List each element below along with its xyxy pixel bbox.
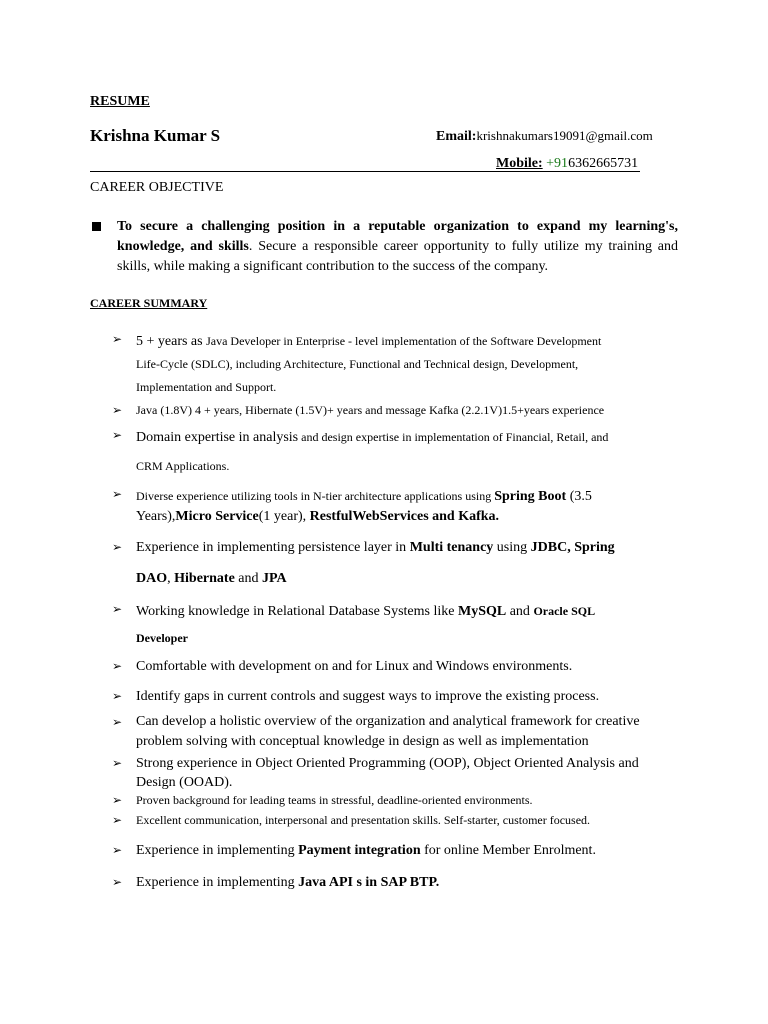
item-text: , [167,571,175,586]
email-line [436,128,653,145]
arrow-bullet-icon: ➢ [112,793,123,807]
item-bold-text: Developer [136,631,188,645]
item-bold-text: JDBC, Spring [530,540,615,555]
item-text: and design expertise in implementation of Financial, Retail, and [298,430,609,444]
item-bold-text: Oracle SQL [533,604,596,618]
item-text: using [493,540,531,555]
arrow-bullet-icon: ➢ [112,756,123,770]
arrow-bullet-icon: ➢ [112,332,123,346]
item-text: (1 year), [258,509,310,524]
mobile-value[interactable] [543,156,638,171]
item-text: Domain expertise in analysis [136,430,299,445]
item-text: Life-Cycle (SDLC), including Architecture, Functional and Technical design, Development, [136,357,579,371]
item-text: and [506,604,534,619]
summary-item [112,793,678,808]
item-text: Strong experience in Object Oriented Programming (OOP), Object Oriented Analysis and Design (OOAD). [136,756,639,790]
item-text: Proven background for leading teams in stressful, deadline-oriented environments. [136,793,533,807]
summary-item-continuation [112,509,678,525]
summary-item [112,843,678,859]
summary-item [112,875,678,891]
summary-item [112,689,678,705]
item-text: Experience in implementing [136,843,299,858]
email-value[interactable]: krishnakumars19091@gmail.com [476,128,653,143]
objective-bold-text: To secure a challenging position in a reputable organization to expand my learning's, knowledge, and skills [117,219,678,254]
objective-normal-text: . Secure a responsible career opportunity to fully utilize my training and skills, while making a significant contribution to the success of the company. [117,239,679,274]
summary-item-continuation [112,631,678,646]
arrow-bullet-icon: ➢ [112,602,123,616]
item-text: Java (1.8V) 4 + years, Hibernate (1.5V)+ years and message Kafka (2.2.1V)1.5+years experience [136,403,605,417]
summary-item [112,602,678,620]
arrow-bullet-icon: ➢ [112,843,123,857]
item-text: Implementation and Support. [136,380,277,394]
candidate-name: Krishna Kumar S [90,126,221,145]
item-text: Diverse experience utilizing tools in N-tier architecture applications using [136,489,495,503]
summary-item-continuation [112,357,678,372]
mobile-number: 6362665731 [568,156,639,171]
career-summary-heading: CAREER SUMMARY [90,296,208,310]
item-bold-text: Multi tenancy [409,540,494,555]
item-bold-text: RestfulWebServices and Kafka. [309,509,500,524]
item-text: (3.5 [566,489,592,504]
career-objective-paragraph [90,217,678,277]
summary-item [112,813,678,828]
mobile-line [496,156,638,172]
item-text: Identify gaps in current controls and suggest ways to improve the existing process. [136,689,600,704]
item-bold-text: Java API s in SAP BTP. [298,875,440,890]
summary-item [112,487,678,505]
arrow-bullet-icon: ➢ [112,875,123,889]
arrow-bullet-icon: ➢ [112,540,123,554]
item-text: Can develop a holistic overview of the organization and analytical framework for creative problem solving with conceptual knowledge in design as well as implementation [136,714,640,749]
item-bold-text: Payment integration [298,843,421,858]
item-text: CRM Applications. [136,459,230,473]
mobile-prefix: +91 [542,156,569,171]
square-bullet-icon [92,222,101,231]
item-text: for online Member Enrolment. [420,843,596,858]
arrow-bullet-icon: ➢ [112,487,123,501]
item-bold-text: JPA [262,571,287,586]
item-text: Experience in implementing [136,875,299,890]
summary-item-continuation [112,380,678,395]
arrow-bullet-icon: ➢ [112,689,123,703]
summary-item [112,754,678,792]
career-objective-heading: CAREER OBJECTIVE [90,180,224,195]
summary-item-continuation [112,571,678,587]
arrow-bullet-icon: ➢ [112,659,123,673]
item-text: Comfortable with development on and for Linux and Windows environments. [136,659,573,674]
email-label: Email: [436,129,477,144]
summary-item [112,428,678,446]
arrow-bullet-icon: ➢ [112,813,123,827]
summary-item [112,659,678,675]
summary-item [112,540,678,556]
resume-title: RESUME [90,94,150,109]
item-text: Years), [136,509,176,524]
item-text: Java Developer in Enterprise - level implementation of the Software Development [206,334,602,348]
item-bold-text: Spring Boot [494,489,567,504]
mobile-label: Mobile: [496,156,543,171]
arrow-bullet-icon: ➢ [112,428,123,442]
item-text: and [234,571,262,586]
summary-item [112,332,678,350]
item-bold-text: MySQL [457,604,507,619]
item-bold-text: DAO [136,571,168,586]
item-text: Experience in implementing persistence layer in [136,540,410,555]
summary-item [112,403,678,418]
arrow-bullet-icon: ➢ [112,715,123,729]
item-text: Excellent communication, interpersonal and presentation skills. Self-starter, customer focused. [136,813,591,827]
summary-item [112,712,678,752]
item-text: Working knowledge in Relational Database Systems like [136,604,458,619]
item-bold-text: Micro Service [175,509,259,524]
item-text: 5 + years as [136,334,207,349]
item-bold-text: Hibernate [174,571,235,586]
summary-item-continuation [112,459,678,474]
arrow-bullet-icon: ➢ [112,403,123,417]
